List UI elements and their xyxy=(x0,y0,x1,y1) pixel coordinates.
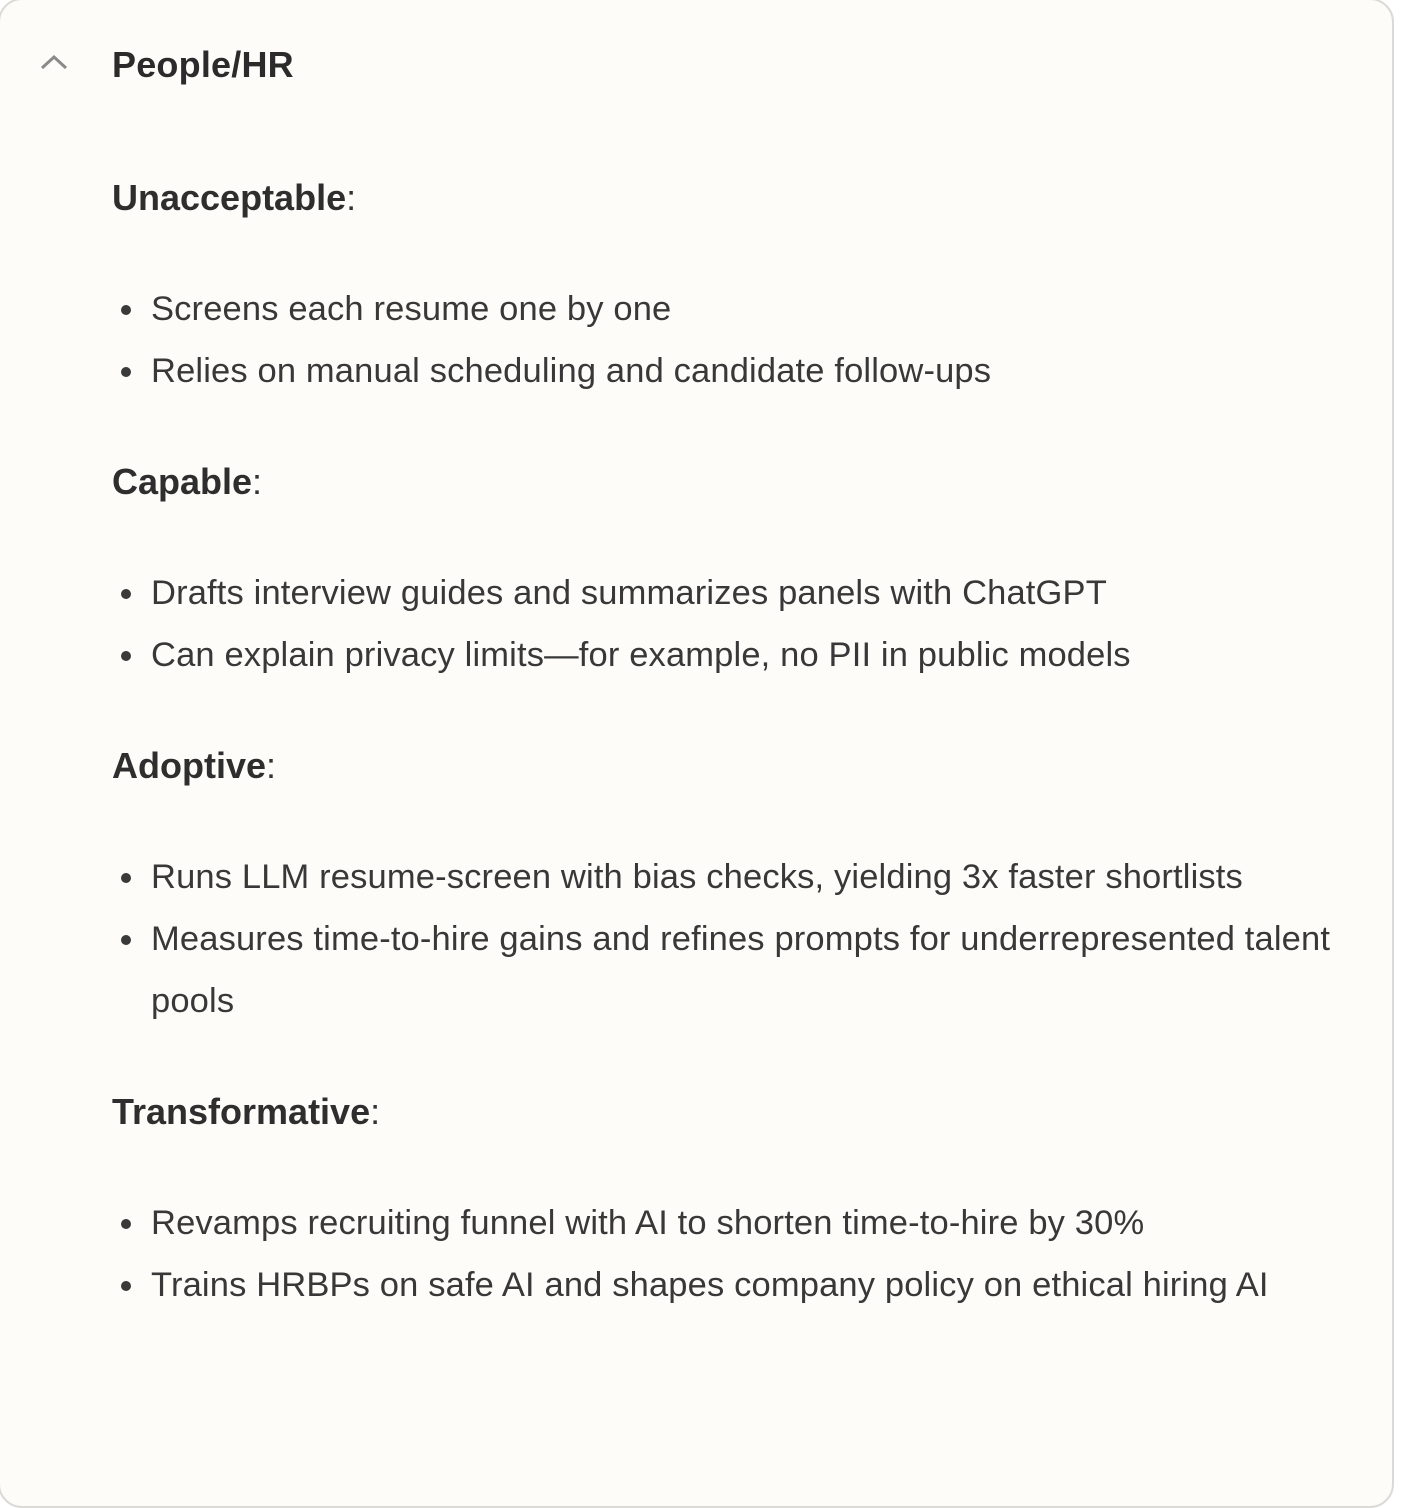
list-item-text: Relies on manual scheduling and candidate follow-ups xyxy=(151,352,992,390)
bullet-icon xyxy=(121,1219,131,1229)
bullet-icon xyxy=(121,589,131,599)
list-item xyxy=(112,1192,1382,1254)
panel-content xyxy=(112,176,1382,1374)
list-item-text: Can explain privacy limits—for example, no PII in public models xyxy=(151,636,1131,674)
bullet-list xyxy=(112,1192,1382,1316)
section-heading-label: Unacceptable xyxy=(112,177,347,218)
bullet-icon xyxy=(121,651,131,661)
chevron-up-icon[interactable] xyxy=(40,54,68,70)
bullet-icon xyxy=(121,305,131,315)
list-item-text: Runs LLM resume-screen with bias checks, yielding 3x faster shortlists xyxy=(151,858,1243,896)
list-item-text: Trains HRBPs on safe AI and shapes company policy on ethical hiring AI xyxy=(151,1266,1269,1304)
list-item xyxy=(112,562,1382,624)
list-item xyxy=(112,278,1382,340)
heading-colon: : xyxy=(252,461,263,502)
bullet-icon xyxy=(121,367,131,377)
list-item-text: Revamps recruiting funnel with AI to shorten time-to-hire by 30% xyxy=(151,1204,1145,1242)
section-capable xyxy=(112,460,1382,686)
list-item xyxy=(112,340,1382,402)
accordion-header[interactable] xyxy=(0,40,600,90)
heading-colon: : xyxy=(346,177,357,218)
list-item xyxy=(112,624,1382,686)
section-heading-label: Transformative xyxy=(112,1091,371,1132)
section-heading xyxy=(112,744,1382,788)
bullet-icon xyxy=(121,935,131,945)
list-item xyxy=(112,1254,1382,1316)
heading-colon: : xyxy=(370,1091,381,1132)
list-item-text: Screens each resume one by one xyxy=(151,290,672,328)
heading-colon: : xyxy=(266,745,277,786)
list-item xyxy=(112,908,1382,1032)
list-item-text: Drafts interview guides and summarizes panels with ChatGPT xyxy=(151,574,1107,612)
panel-title: People/HR xyxy=(112,44,294,85)
section-heading-label: Capable xyxy=(112,461,253,502)
bullet-icon xyxy=(121,1281,131,1291)
section-transformative xyxy=(112,1090,1382,1316)
section-heading xyxy=(112,460,1382,504)
list-item-text: Measures time-to-hire gains and refines prompts for underrepresented talent pools xyxy=(151,920,1331,1020)
bullet-list xyxy=(112,846,1382,1032)
bullet-icon xyxy=(121,873,131,883)
section-adoptive xyxy=(112,744,1382,1032)
section-heading xyxy=(112,176,1382,220)
list-item xyxy=(112,846,1382,908)
section-unacceptable xyxy=(112,176,1382,402)
section-heading xyxy=(112,1090,1382,1134)
bullet-list xyxy=(112,278,1382,402)
bullet-list xyxy=(112,562,1382,686)
section-heading-label: Adoptive xyxy=(112,745,267,786)
